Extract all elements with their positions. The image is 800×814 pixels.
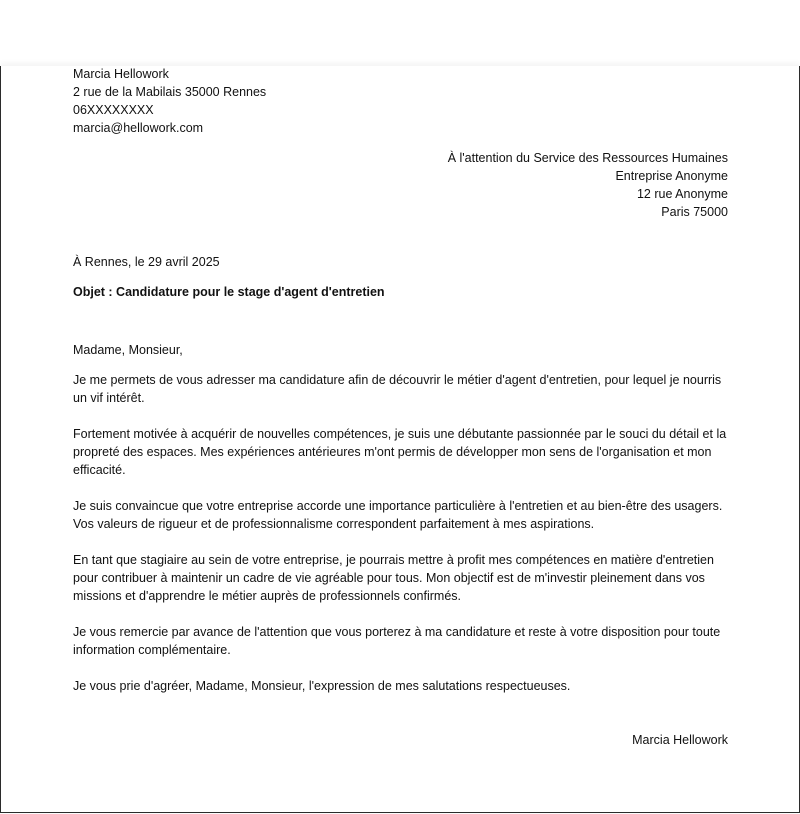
- top-margin: [0, 0, 800, 66]
- body-paragraph: Je me permets de vous adresser ma candidature afin de découvrir le métier d'agent d'entretien, pour lequel je nourris un vif intérêt.: [73, 373, 722, 405]
- recipient-block: [73, 149, 728, 221]
- body-paragraph: Je suis convaincue que votre entreprise accorde une importance particulière à l'entretien et au bien-être des usagers. Vos valeurs de rigueur et de professionnalisme correspondent parfaitement à mes aspirations.: [73, 499, 723, 531]
- letter-page: [0, 66, 800, 813]
- body-paragraph: En tant que stagiaire au sein de votre entreprise, je pourrais mettre à profit mes compétences en matière d'entretien pour contribuer à maintenir un cadre de vie agréable pour tous. Mon objectif est de m'investir pleinement dans vos missions et d'apprendre le métier auprès de professionnels confirmés.: [73, 553, 714, 603]
- closing-paragraph: Je vous prie d'agréer, Madame, Monsieur, l'expression de mes salutations respectueuses.: [73, 679, 571, 693]
- body-paragraph: Fortement motivée à acquérir de nouvelles compétences, je suis une débutante passionnée par le souci du détail et la propreté des espaces. Mes expériences antérieures m'ont permis de développer mon sens de l'organisation et mon efficacité.: [73, 427, 727, 477]
- letter-salutation: Madame, Monsieur,: [73, 343, 183, 357]
- recipient-city: Paris 75000: [661, 205, 728, 219]
- recipient-attention: À l'attention du Service des Ressources Humaines: [447, 151, 728, 165]
- letter-signature: Marcia Hellowork: [632, 733, 728, 747]
- sender-email: marcia@hellowork.com: [73, 121, 204, 135]
- letter-date: À Rennes, le 29 avril 2025: [73, 255, 220, 269]
- sender-block: [73, 65, 728, 137]
- recipient-company: Entreprise Anonyme: [615, 169, 728, 183]
- sender-address: 2 rue de la Mabilais 35000 Rennes: [73, 85, 267, 99]
- sender-phone: 06XXXXXXXX: [73, 103, 154, 117]
- letter-body: [73, 371, 728, 713]
- recipient-street: 12 rue Anonyme: [636, 187, 728, 201]
- body-paragraph: Je vous remercie par avance de l'attention que vous porterez à ma candidature et reste à votre disposition pour toute information complémentaire.: [73, 625, 721, 657]
- letter-subject: Objet : Candidature pour le stage d'agent d'entretien: [73, 285, 385, 299]
- sender-name: Marcia Hellowork: [73, 67, 169, 81]
